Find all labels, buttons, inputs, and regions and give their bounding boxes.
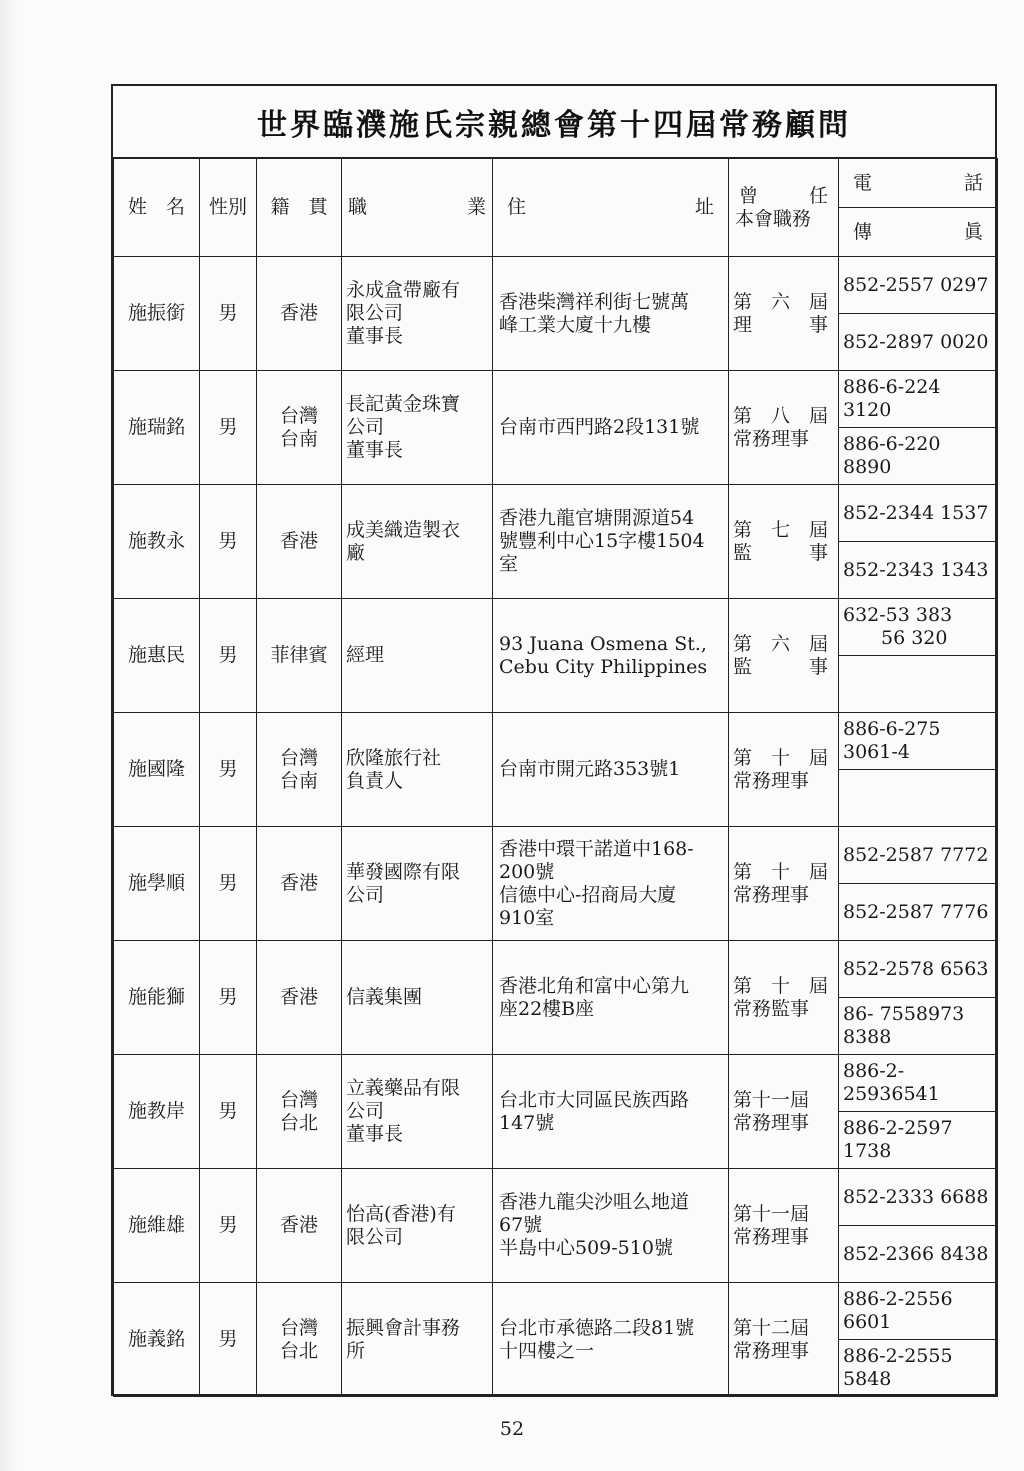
cell-former-role: 第十一屆 常務理事 (729, 1055, 839, 1169)
table-row (114, 1055, 998, 1112)
cell-origin: 香港 (257, 1169, 342, 1283)
cell-former-role: 第 六 屆 理 事 (729, 257, 839, 371)
cell-origin: 香港 (257, 257, 342, 371)
cell-telephone: 886-6-275 3061-4 (839, 713, 998, 770)
cell-name: 施維雄 (114, 1169, 200, 1283)
header-job (342, 159, 493, 257)
cell-name: 施瑞銘 (114, 371, 200, 485)
cell-sex: 男 (200, 371, 257, 485)
cell-fax: 886-2-2555 5848 (839, 1340, 998, 1397)
page-number: 52 (499, 1418, 525, 1440)
header-origin: 籍 貫 (257, 159, 342, 257)
cell-sex: 男 (200, 257, 257, 371)
cell-former-role: 第十一屆 常務理事 (729, 1169, 839, 1283)
header-tel (839, 159, 998, 208)
cell-name: 施國隆 (114, 713, 200, 827)
cell-address: 香港九龍尖沙咀么地道 67號 半島中心509-510號 (493, 1169, 729, 1283)
header-tel-b: 話 (963, 171, 983, 194)
cell-fax: 886-6-220 8890 (839, 428, 998, 485)
cell-former-role: 第 十 屆 常務理事 (729, 827, 839, 941)
cell-address: 香港北角和富中心第九 座22樓B座 (493, 941, 729, 1055)
cell-occupation: 立義藥品有限 公司 董事長 (342, 1055, 493, 1169)
cell-address: 香港中環干諾道中168- 200號 信德中心-招商局大廈 910室 (493, 827, 729, 941)
cell-name: 施惠民 (114, 599, 200, 713)
cell-origin: 台灣 台北 (257, 1283, 342, 1397)
cell-occupation: 振興會計事務 所 (342, 1283, 493, 1397)
header-name: 姓 名 (114, 159, 200, 257)
cell-fax (839, 770, 998, 827)
cell-former-role: 第 七 屆 監 事 (729, 485, 839, 599)
cell-fax: 852-2587 7776 (839, 884, 998, 941)
header-job-b: 業 (466, 196, 486, 218)
cell-former-role: 第 六 屆 監 事 (729, 599, 839, 713)
advisor-table-frame (111, 84, 997, 1396)
cell-occupation: 欣隆旅行社 負責人 (342, 713, 493, 827)
cell-occupation: 成美織造製衣 廠 (342, 485, 493, 599)
table-row (114, 1169, 998, 1226)
cell-former-role: 第 十 屆 常務監事 (729, 941, 839, 1055)
cell-origin: 台灣 台南 (257, 713, 342, 827)
cell-origin: 台灣 台北 (257, 1055, 342, 1169)
table-row (114, 485, 998, 542)
cell-fax: 886-2-2597 1738 (839, 1112, 998, 1169)
cell-fax: 852-2343 1343 (839, 542, 998, 599)
cell-fax (839, 656, 998, 713)
table-title: 世界臨濮施氏宗親總會第十四屆常務顧問 (113, 86, 995, 158)
cell-sex: 男 (200, 941, 257, 1055)
cell-occupation: 華發國際有限 公司 (342, 827, 493, 941)
table-row (114, 941, 998, 998)
cell-telephone: 852-2578 6563 (839, 941, 998, 998)
cell-sex: 男 (200, 1055, 257, 1169)
header-row (114, 159, 998, 208)
cell-address: 台北市大同區民族西路 147號 (493, 1055, 729, 1169)
header-role-line2: 本會職務 (735, 207, 812, 230)
header-role (729, 159, 839, 257)
cell-sex: 男 (200, 1283, 257, 1397)
cell-former-role: 第 八 屆 常務理事 (729, 371, 839, 485)
header-role-a: 曾 (739, 184, 759, 207)
table-row (114, 257, 998, 314)
cell-address: 香港九龍官塘開源道54 號豐利中心15字樓1504 室 (493, 485, 729, 599)
advisor-table (113, 158, 998, 1397)
cell-sex: 男 (200, 485, 257, 599)
cell-origin: 台灣 台南 (257, 371, 342, 485)
header-fax-b: 眞 (963, 220, 983, 243)
cell-telephone: 852-2587 7772 (839, 827, 998, 884)
cell-former-role: 第 十 屆 常務理事 (729, 713, 839, 827)
cell-address: 台南市西門路2段131號 (493, 371, 729, 485)
header-role-b: 任 (808, 184, 828, 207)
cell-sex: 男 (200, 713, 257, 827)
cell-origin: 香港 (257, 485, 342, 599)
cell-telephone: 886-6-224 3120 (839, 371, 998, 428)
table-row (114, 827, 998, 884)
cell-origin: 香港 (257, 941, 342, 1055)
table-row (114, 371, 998, 428)
header-tel-a: 電 (853, 171, 873, 194)
cell-sex: 男 (200, 1169, 257, 1283)
cell-name: 施振銜 (114, 257, 200, 371)
cell-address: 台南市開元路353號1 (493, 713, 729, 827)
cell-former-role: 第十二屆 常務理事 (729, 1283, 839, 1397)
table-row (114, 599, 998, 656)
cell-telephone: 852-2333 6688 (839, 1169, 998, 1226)
cell-name: 施教岸 (114, 1055, 200, 1169)
cell-name: 施學順 (114, 827, 200, 941)
cell-sex: 男 (200, 827, 257, 941)
cell-occupation: 長記黃金珠寶 公司 董事長 (342, 371, 493, 485)
cell-telephone: 886-2-25936541 (839, 1055, 998, 1112)
header-job-a: 職 (348, 196, 368, 218)
cell-name: 施教永 (114, 485, 200, 599)
header-addr-b: 址 (694, 196, 714, 218)
cell-address: 93 Juana Osmena St., Cebu City Philippines (493, 599, 729, 713)
cell-address: 台北市承德路二段81號 十四樓之一 (493, 1283, 729, 1397)
cell-telephone: 632-53 383 56 320 (839, 599, 998, 656)
cell-occupation: 經理 (342, 599, 493, 713)
cell-occupation: 怡高(香港)有 限公司 (342, 1169, 493, 1283)
table-row (114, 1283, 998, 1340)
cell-fax: 86- 7558973 8388 (839, 998, 998, 1055)
header-fax-a: 傳 (853, 220, 873, 243)
cell-address: 香港柴灣祥利街七號萬 峰工業大廈十九樓 (493, 257, 729, 371)
cell-occupation: 信義集團 (342, 941, 493, 1055)
cell-telephone: 886-2-2556 6601 (839, 1283, 998, 1340)
table-row (114, 713, 998, 770)
header-fax (839, 208, 998, 257)
cell-fax: 852-2897 0020 (839, 314, 998, 371)
header-address (493, 159, 729, 257)
cell-fax: 852-2366 8438 (839, 1226, 998, 1283)
cell-name: 施義銘 (114, 1283, 200, 1397)
cell-sex: 男 (200, 599, 257, 713)
cell-telephone: 852-2557 0297 (839, 257, 998, 314)
cell-origin: 香港 (257, 827, 342, 941)
page-edge (0, 0, 18, 1471)
cell-origin: 菲律賓 (257, 599, 342, 713)
cell-name: 施能獅 (114, 941, 200, 1055)
header-addr-a: 住 (507, 196, 527, 218)
cell-occupation: 永成盒帶廠有 限公司 董事長 (342, 257, 493, 371)
header-sex: 性別 (200, 159, 257, 257)
cell-telephone: 852-2344 1537 (839, 485, 998, 542)
